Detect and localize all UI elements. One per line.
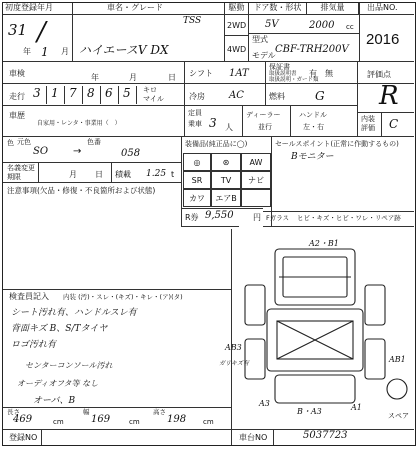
- interior-score: C: [389, 117, 399, 131]
- width-value: 169: [91, 414, 111, 425]
- inspector-line: オーディオフタ等 なし: [17, 379, 99, 388]
- inspector-line: シート汚れ有、ハンドルスレ有: [11, 308, 137, 318]
- ac-value: AC: [229, 90, 244, 101]
- shift-label: シフト: [189, 69, 213, 78]
- doors-value: 5V: [265, 19, 279, 30]
- equip-aw: AW: [241, 153, 271, 171]
- height-value: 198: [167, 414, 187, 425]
- damage-mark-right: AB1: [389, 355, 406, 364]
- lot-no: 2016: [366, 31, 400, 48]
- r-ticket-value: 9,550: [205, 210, 234, 221]
- inspector-label: 検査員記入: [9, 292, 49, 301]
- auction-sheet: 初度登録年月 31 年 / 1 月 車名・グレード TSS ハイエースV DX 駆動 ドア数・形状 排気量 2WD 4WD 5V 2000 cc 型式 モデル CBF-TRH200V 出品NO. 2016 車検 年 月 日 シフト 1AT 保証書 取扱説明書 取扱説明・ガード類 有 無 評価点 走行 3 1 7 8 6 5 キロ マイル 冷房 AC 燃料 G R 車歴 自家用・レンタ・事業用（ ） 定員 乗車 3 人 ディーラー 並行 ハンドル 左・右 内装 評価 C 色 元色 色番 SO → 058 名義変更 期限 月 日 積載 1.25 t 注意事項(欠品・修復・不良箇所および状態) 装備品(純正品に◯) ◎ ⊛ AW SR TV ナビ カワ エアB R券 9,550 円 セールスポイント(正常に作動するもの) Bモニター Fガラス ヒビ・キズ・ヒビ・ワレ・リペア跡 検査員記入 内装 (汚)・スレ・(キズ)・キレ・(ア)(タ) シート汚れ有、ハンドルスレ有 背面キズ B、S/Tタイヤ ロゴ汚れ有 センターコンソール汚れ オーディオフタ等 なし オーバ、B A2・B1 AB3 ガリキズ有 AB1 A3 B・A3 A1 スペア 長さ 幅 高さ 469 cm 169 cm 198 cm 登録NO 車台NO 5037723: [2, 2, 416, 446]
- ac-label: 冷房: [189, 92, 205, 101]
- reg-no-label: 登録NO: [9, 433, 38, 442]
- notes-label: 注意事項(欠品・修復・不良箇所および状態): [7, 186, 156, 195]
- capacity-value: 3: [209, 116, 217, 130]
- grade-note: TSS: [183, 16, 202, 26]
- fuel-value: G: [315, 89, 325, 103]
- sales-point-value: Bモニター: [291, 152, 334, 162]
- footer: [3, 429, 414, 445]
- damage-mark-top: A2・B1: [309, 239, 339, 248]
- displacement-value: 2000: [309, 20, 335, 31]
- score-label: 評価点: [367, 70, 391, 79]
- damage-mark-left: AB3: [225, 343, 242, 352]
- sales-point-label: セールスポイント(正常に作動するもの): [275, 140, 399, 148]
- airbag-icon: ◎: [193, 157, 201, 167]
- equip-sr: SR: [183, 171, 211, 189]
- damage-mark-left2: ガリキズ有: [219, 360, 249, 367]
- model-value: CBF-TRH200V: [275, 44, 349, 55]
- equip-tv: TV: [211, 171, 241, 189]
- mileage-digit: 3: [33, 86, 41, 100]
- drive-4wd: 4WD: [227, 45, 247, 54]
- car-name-label: 車名・グレード: [73, 3, 225, 15]
- reg-year: 31: [8, 21, 28, 39]
- load-value: 1.25: [146, 169, 167, 179]
- reg-month: 1: [41, 45, 49, 59]
- inspector-misc: オーバ、B: [33, 396, 76, 406]
- original-color: SO: [33, 146, 49, 157]
- damage-mark-bl: A3: [259, 399, 270, 408]
- damage-mark-bm: B・A3: [297, 407, 322, 416]
- fuel-label: 燃料: [269, 92, 285, 101]
- usage-label: 車歴: [9, 111, 25, 120]
- score: R: [379, 81, 399, 111]
- equip-navi: ナビ: [241, 171, 271, 189]
- equip-leather: カワ: [183, 189, 211, 207]
- inspector-line: ロゴ汚れ有: [11, 340, 57, 350]
- inspector-line: センターコンソール汚れ: [25, 361, 113, 370]
- spare-label: スペア: [388, 412, 409, 420]
- length-value: 469: [13, 414, 33, 425]
- mileage-digit: 6: [105, 86, 113, 100]
- lot-no-label: 出品NO.: [359, 3, 414, 15]
- mileage-label: 走行: [9, 92, 25, 101]
- equip-airbag: エアB: [211, 189, 241, 207]
- drive-2wd: 2WD: [227, 21, 247, 30]
- damage-mark-br: A1: [351, 403, 362, 412]
- color-no: 058: [121, 148, 141, 159]
- inspection-label: 車検: [9, 69, 25, 78]
- mileage-digit: 5: [123, 86, 131, 100]
- shift-value: 1AT: [229, 68, 249, 79]
- equipment-grid: [183, 153, 271, 207]
- abs-icon: ⊛: [222, 157, 230, 167]
- inspector-line: 背面キズ B、S/Tタイヤ: [11, 324, 108, 334]
- mileage-digit: 1: [51, 86, 59, 100]
- first-reg-label: 初度登録年月: [3, 3, 73, 15]
- chassis-label: 車台NO: [239, 433, 268, 442]
- chassis-value: 5037723: [303, 430, 348, 441]
- car-diagram: [237, 229, 415, 415]
- mileage-digit: 8: [87, 86, 95, 100]
- mileage-digit: 7: [69, 86, 77, 100]
- car-name: ハイエースV DX: [79, 43, 169, 57]
